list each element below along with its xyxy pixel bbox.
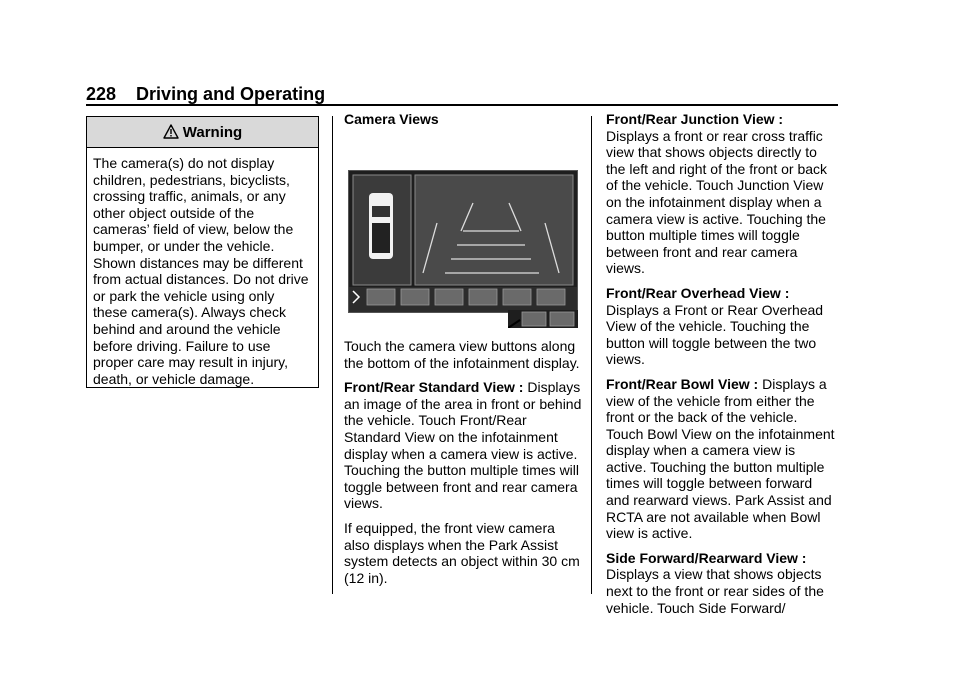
page-header (86, 84, 325, 105)
overhead-view-text: Displays a Front or Rear Overhead View of the vehicle. Touching the button will toggle between the two views. (606, 301, 824, 368)
middle-column (344, 111, 578, 128)
overhead-view-label: Front/Rear Overhead View : (606, 284, 790, 301)
page-number: 228 (86, 84, 117, 104)
camera-screen-illustration (349, 171, 577, 312)
warning-triangle-icon (163, 124, 179, 140)
truck-top-view-icon (369, 193, 393, 259)
intro-text: Touch the camera view buttons along the bottom of the infotainment display. (344, 338, 580, 371)
bowl-view-paragraph (606, 376, 838, 542)
warning-box (86, 116, 319, 388)
header-rule (86, 104, 838, 106)
junction-view-label: Front/Rear Junction View : (606, 111, 784, 127)
bowl-view-label: Front/Rear Bowl View : (606, 375, 759, 392)
infotainment-camera-screen (348, 170, 578, 313)
side-view-label: Side Forward/Rearward View : (606, 549, 807, 566)
camera-subbuttons (508, 310, 578, 328)
column-separator-2 (591, 116, 592, 594)
junction-view-text: Displays a front or rear cross traffic view that shows objects directly to the left and right of the front or back of the vehicle. Touch Junction View on the infotainment display when a camera view is active. Touching the button multiple times will toggle between front and rear camera views. (606, 127, 828, 277)
warning-text: The camera(s) do not display children, pedestrians, bicyclists, crossing traffic, animals, or any other object outside of the cameras’ field of view, below the bumper, or under the vehicle. Shown distances may be different from actual distances. Do not drive or park the vehicle using only these camera(s). Always check behind and around the vehicle before driving. Failure to use proper care may result in injury, death, or vehicle damage. (93, 155, 309, 387)
warning-header (87, 117, 318, 148)
overhead-view-paragraph (606, 285, 838, 368)
column-separator-1 (332, 116, 333, 594)
section-title: Driving and Operating (136, 84, 326, 104)
equipped-text: If equipped, the front view camera also displays when the Park Assist system detects an object within 30 cm (12 in). (344, 519, 580, 586)
warning-title: Warning (182, 123, 243, 141)
camera-views-heading: Camera Views (344, 111, 439, 127)
junction-view-paragraph (606, 111, 838, 277)
standard-view-text: Displays an image of the area in front or behind the vehicle. Touch Front/Rear Standard View on the infotainment display when a camera view is active. Touching the button multiple times will toggle between front and rear camera views. (344, 379, 582, 512)
standard-view-label: Front/Rear Standard View : (344, 379, 524, 396)
middle-column-body (344, 338, 582, 594)
side-view-paragraph (606, 550, 838, 616)
side-view-text: Displays a view that shows objects next to the front or rear sides of the vehicle. Touch Side Forward/ (606, 566, 824, 616)
standard-view-paragraph (344, 379, 582, 512)
right-column (606, 111, 838, 624)
bowl-view-text: Displays a view of the vehicle from either the front or the back of the vehicle. Touch Bowl View on the infotainment display when a camera view is active. Touching the button multiple times will toggle between forward and rearward views. Park Assist and RCTA are not available when Bowl view is active. (606, 375, 835, 542)
